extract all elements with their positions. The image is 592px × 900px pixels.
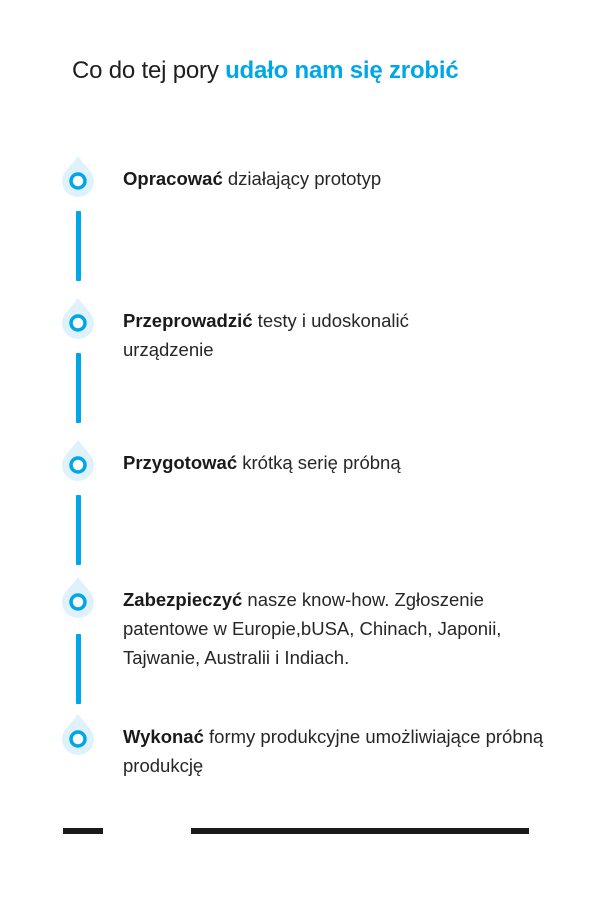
page-title (72, 55, 458, 87)
droplet-icon (58, 575, 98, 619)
droplet-icon (58, 154, 98, 198)
footer-divider-left (63, 828, 103, 834)
timeline-connector (76, 353, 81, 423)
step-action: Przeprowadzić (123, 310, 253, 331)
droplet-icon (58, 296, 98, 340)
step-action: Przygotować (123, 452, 238, 473)
step-description: formy produkcyjne umożliwiające próbną produkcję (123, 726, 544, 776)
step-action: Opracować (123, 168, 223, 189)
droplet-icon (58, 438, 98, 482)
step-action: Zabezpieczyć (123, 589, 243, 610)
step-description: działający prototyp (222, 168, 382, 189)
step-action: Wykonać (123, 726, 204, 747)
timeline-connector (76, 634, 81, 704)
title-accent: udało nam się zrobić (225, 57, 459, 84)
step-text (123, 164, 563, 193)
step-description: testy i udoskonalić urządzenie (123, 310, 409, 360)
footer-divider-right (191, 828, 529, 834)
timeline-connector (76, 211, 81, 281)
step-text (123, 306, 483, 364)
step-description: nasze know-how. Zgłoszenie patentowe w Europie,bUSA, Chinach, Japonii, Tajwanie, Australii i Indiach. (123, 589, 502, 668)
step-text (123, 448, 563, 477)
droplet-icon (58, 712, 98, 756)
step-description: krótką serię próbną (237, 452, 401, 473)
title-prefix: Co do tej pory (72, 57, 226, 84)
timeline-connector (76, 495, 81, 565)
step-text (123, 585, 563, 672)
step-text (123, 722, 568, 780)
